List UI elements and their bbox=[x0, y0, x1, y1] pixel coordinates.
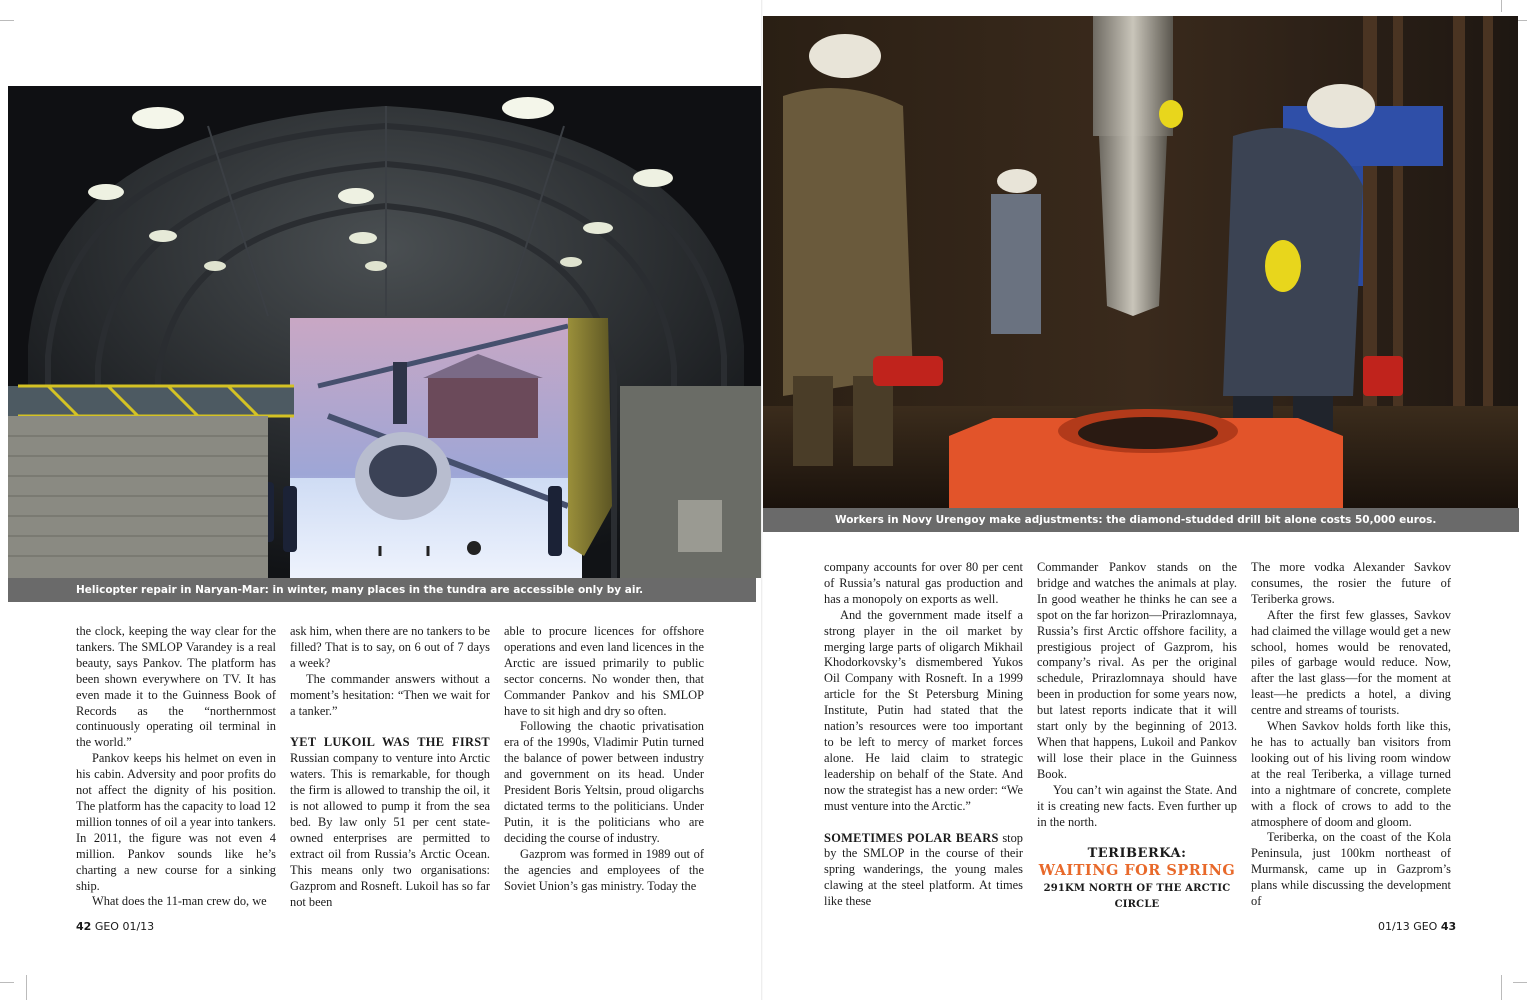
crop-mark bbox=[26, 975, 27, 1000]
photo-caption bbox=[763, 508, 1519, 532]
drilling-workers-photo bbox=[763, 16, 1518, 508]
crop-mark bbox=[0, 982, 14, 983]
page-folio-right bbox=[1378, 920, 1456, 933]
caption-text: Workers in Novy Urengoy make adjustments: the diamond-studded drill bit alone costs 50,000 euros. bbox=[835, 514, 1437, 526]
runin-text: stop by the SMLOP in the course of their spring wanderings, the young males clawing at the steel platform. At times like these bbox=[824, 830, 1023, 909]
page-folio-left bbox=[76, 920, 154, 933]
crop-mark bbox=[0, 20, 14, 21]
crop-mark bbox=[1501, 0, 1502, 12]
body-column-3 bbox=[504, 624, 704, 894]
paragraph: Commander Pankov stands on the bridge and watches the animals at play. In good weather he thinks he can see a spot on the far horizon—Prirazlomnaya, Russia’s first Arctic offshore facility, a prestigious project of Gazprom, his company’s rival. As per the original schedule, Prirazlomnaya should have been in production for some years now, but latest reports indicate that it will start only by the beginning of 2013. When that happens, Lukoil and Pankov will lose their place in the Guinness Book. bbox=[1037, 560, 1237, 781]
right-page bbox=[763, 0, 1527, 1000]
paragraph: The commander answers without a moment’s hesitation: “Then we wait for a tanker.” bbox=[290, 671, 490, 718]
paragraph: You can’t win against the State. And it is creating new facts. Even further up in the north. bbox=[1037, 782, 1237, 829]
paragraph: company accounts for over 80 per cent of Russia’s natural gas production and has a monopoly on exports as well. bbox=[824, 560, 1023, 606]
runin-head: SOMETIMES POLAR BEARS bbox=[824, 830, 999, 845]
runin-paragraph bbox=[824, 831, 1023, 911]
paragraph: And the government made itself a strong player in the oil market by merging large parts of oligarch Mikhail Khodorkovsky’s dismembered Yukos Oil Company with Rosneft. In a 1999 article for the St Petersburg Mining Institute, Putin had stated that the nation’s resources were too important to be left to mercy of market forces alone. He laid claim to strategic leadership on behalf of the State. And now the strategist has a new order: “We must venture into the Arctic.” bbox=[824, 607, 1023, 813]
runin-paragraph bbox=[290, 735, 490, 910]
paragraph: Pankov keeps his helmet on even in his cabin. Adversity and poor profits do not affect the dignity of his position. The platform has the capacity to load 12 million tonnes of oil a year into tankers. In 2011, the figure was not even 4 million. Pankov sounds like he’s charting a new course for a sinking ship. bbox=[76, 751, 276, 893]
section-heading-title: TERIBERKA: bbox=[1087, 846, 1187, 862]
rotary-table bbox=[949, 409, 1343, 508]
paragraph: ask him, when there are no tankers to be filled? That is to say, on 6 out of 7 days a week? bbox=[290, 624, 490, 670]
paragraph: The more vodka Alexander Savkov consumes, the rosier the future of Teriberka grows. bbox=[1251, 560, 1451, 606]
body-column-1 bbox=[76, 624, 276, 910]
section-heading-subtitle: WAITING FOR SPRING bbox=[1038, 862, 1236, 880]
crop-mark bbox=[1501, 975, 1502, 1000]
section-heading-location: 291KM NORTH OF THE ARCTIC CIRCLE bbox=[1043, 883, 1231, 911]
paragraph: able to procure licences for offshore operations and even land licences in the Arctic are issued primarily to public sector concerns. No wonder then, that Commander Pankov and his SMLOP have to sit high and dry so often. bbox=[504, 624, 704, 718]
left-page bbox=[0, 0, 763, 1000]
runin-head: YET LUKOIL WAS THE FIRST bbox=[290, 735, 490, 750]
hangar-illustration bbox=[8, 86, 764, 578]
paragraph: Gazprom was formed in 1989 out of the agencies and employees of the Soviet Union’s gas ministry. Today the bbox=[504, 846, 704, 893]
crop-mark bbox=[1513, 982, 1527, 983]
magazine-issue: 01/13 GEO bbox=[1378, 920, 1438, 933]
body-column-5 bbox=[1037, 560, 1237, 913]
runin-text: Russian company to venture into Arctic waters. This is remarkable, for though the firm is allowed to tranship the oil, it is not allowed to pump it from the sea bed. By law only 51 per cent state-owned enterprises are permitted to extract oil from Russia’s Arctic Ocean. This means only two organisations: Gazprom and Rosneft. Lukoil has so far not been bbox=[290, 751, 490, 909]
body-column-4 bbox=[824, 560, 1023, 910]
paragraph: After the first few glasses, Savkov had claimed the village would get a new school, homes would be renovated, piles of garbage would reduce. Now, after the last glass—for the moment at least—he predicts a hotel, a diving centre and streams of tourists. bbox=[1251, 607, 1451, 718]
helicopter-hangar-photo bbox=[8, 86, 764, 578]
body-column-2 bbox=[290, 624, 490, 910]
photo-caption bbox=[8, 578, 756, 602]
paragraph: What does the 11-man crew do, we bbox=[92, 894, 267, 909]
page-number: 42 bbox=[76, 920, 92, 933]
paragraph: Following the chaotic privatisation era of the 1990s, Vladimir Putin turned the balance of power between industry and government on its head. Under President Boris Yeltsin, proud oligarchs dictated terms to the politicians. Under Putin, it is the politicians who are deciding the course of industry. bbox=[504, 719, 704, 845]
paragraph: the clock, keeping the way clear for the tankers. The SMLOP Varandey is a real beauty, says Pankov. The platform has been shown everywhere on TV. It has even made it to the Guinness Book of Records as the “northernmost continuously operating oil terminal in the world.” bbox=[76, 624, 276, 750]
magazine-issue: GEO 01/13 bbox=[94, 920, 155, 933]
caption-text: Helicopter repair in Naryan-Mar: in winter, many places in the tundra are accessible only by air. bbox=[76, 584, 644, 596]
paragraph: Teriberka, on the coast of the Kola Peninsula, just 100km northeast of Murmansk, came up in Gazprom’s plans while discussing the development of bbox=[1251, 830, 1451, 909]
page-number: 43 bbox=[1440, 920, 1457, 933]
drill-rig-illustration bbox=[763, 16, 1518, 508]
paragraph: When Savkov holds forth like this, he has to actually ban visitors from looking out of his living room window at the real Teriberka, a village turned into a nightmare of concrete, complete with a flock of crows to add to the atmosphere of doom and gloom. bbox=[1251, 719, 1451, 829]
section-heading bbox=[1037, 846, 1237, 913]
body-column-6 bbox=[1251, 560, 1451, 910]
